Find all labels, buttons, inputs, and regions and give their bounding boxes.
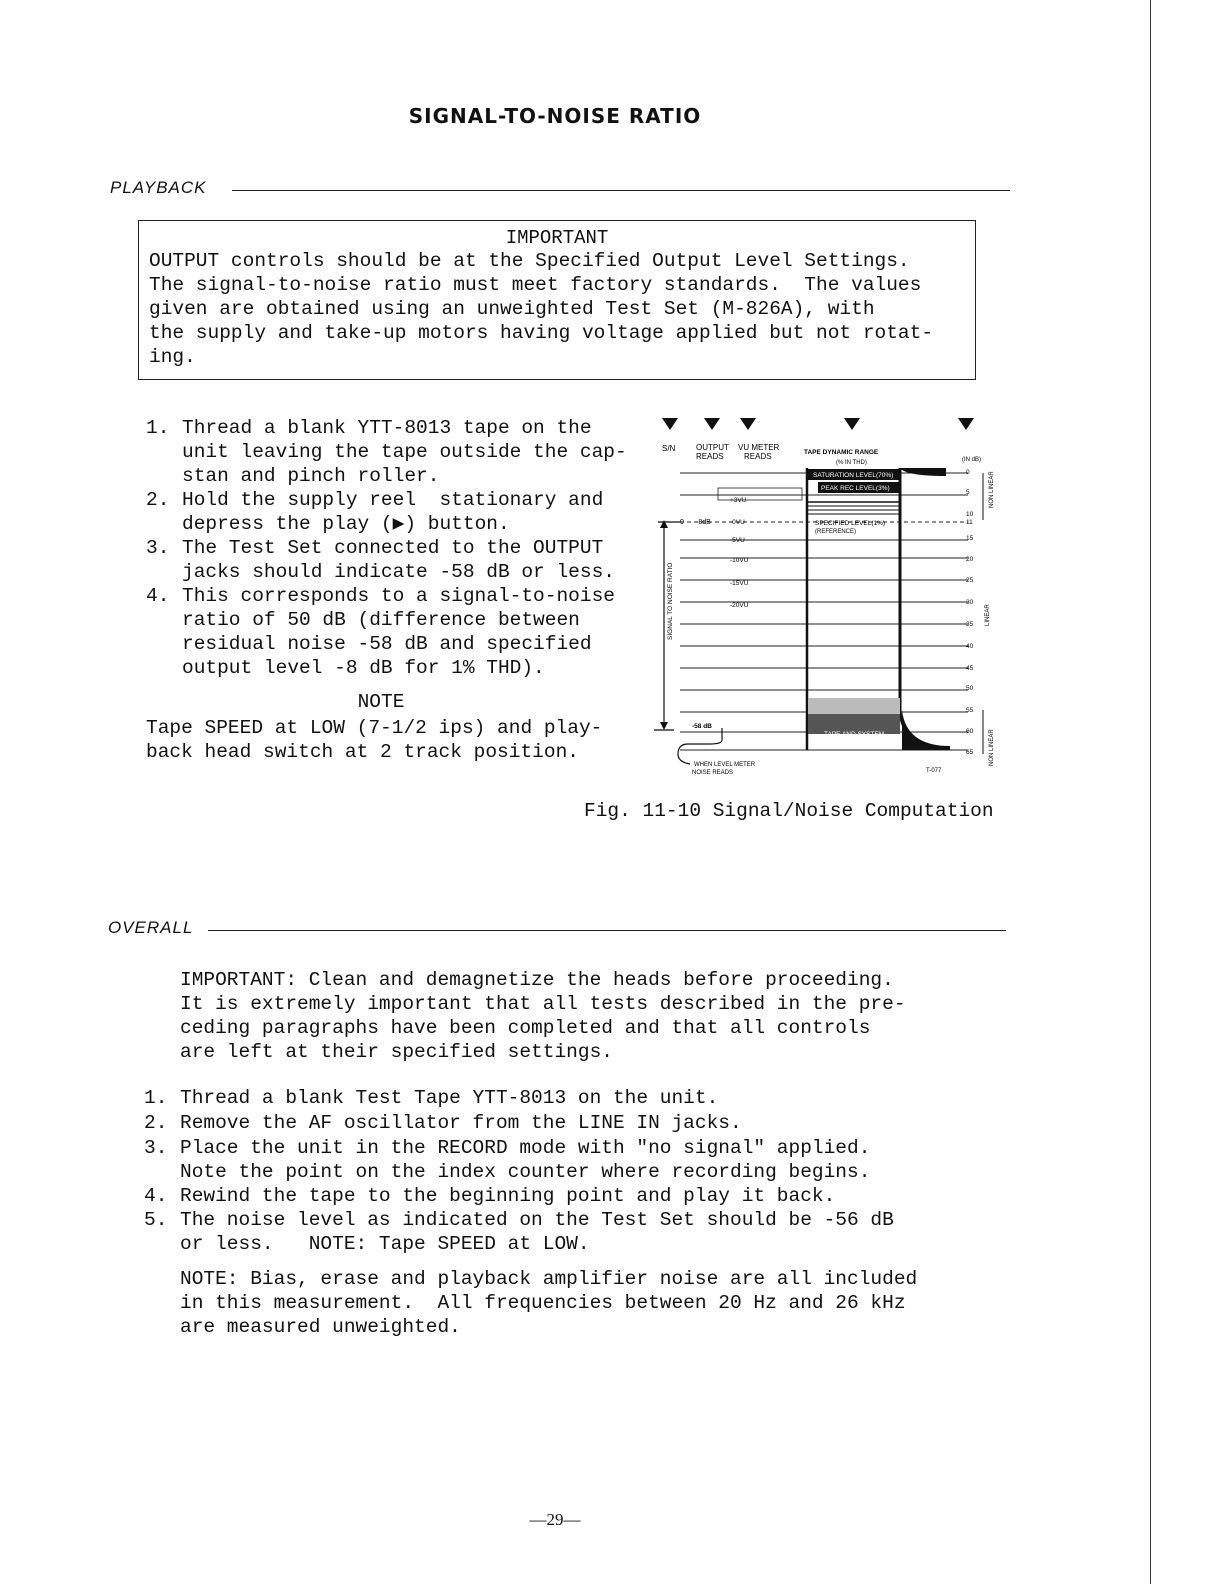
col-sn: S/N bbox=[662, 444, 676, 453]
note-line: in this measurement. All frequencies between 20 Hz and 26 kHz bbox=[180, 1292, 906, 1314]
col-range: TAPE DYNAMIC RANGE bbox=[804, 449, 879, 456]
note-line: back head switch at 2 track position. bbox=[146, 741, 579, 763]
vu-label: -15VU bbox=[730, 580, 749, 587]
step-text: stan and pinch roller. bbox=[182, 465, 440, 487]
overall-rule bbox=[208, 930, 1006, 931]
db-tick: 65 bbox=[966, 749, 974, 756]
step-text: unit leaving the tape outside the cap- bbox=[182, 441, 627, 463]
left-axis-label: SIGNAL TO NOISE RATIO bbox=[667, 562, 674, 640]
step-text: Remove the AF oscillator from the LINE IN jacks. bbox=[180, 1112, 742, 1134]
db-tick: 25 bbox=[966, 577, 974, 584]
col-output: OUTPUT bbox=[696, 443, 729, 452]
db-tick: 60 bbox=[966, 728, 974, 735]
page-number: —29— bbox=[529, 1510, 581, 1529]
output-level: -8dB bbox=[696, 519, 711, 526]
step-number: 3. bbox=[144, 1137, 168, 1159]
col-range: (% IN THD) bbox=[836, 460, 867, 466]
important-line: OUTPUT controls should be at the Specified Output Level Settings. bbox=[149, 250, 910, 272]
step-number: 5. bbox=[144, 1209, 168, 1231]
note-line: are measured unweighted. bbox=[180, 1316, 461, 1338]
db-tick: 50 bbox=[966, 685, 974, 692]
important-line: IMPORTANT: Clean and demagnetize the heads before proceeding. bbox=[180, 969, 894, 991]
saturation-label: SATURATION LEVEL(70%) bbox=[813, 472, 894, 479]
linear-label: LINEAR bbox=[985, 604, 991, 626]
db-tick: 40 bbox=[966, 643, 974, 650]
step-text: jacks should indicate -58 dB or less. bbox=[182, 561, 615, 583]
step-text: Thread a blank YTT-8013 tape on the bbox=[182, 417, 592, 439]
db-tick: 30 bbox=[966, 599, 974, 606]
noise-label: NOISE bbox=[846, 739, 867, 746]
down-arrow-icon bbox=[662, 418, 678, 430]
important-box bbox=[138, 220, 976, 380]
vu-label: -10VU bbox=[730, 557, 749, 564]
step-text: The noise level as indicated on the Test Set should be -56 dB bbox=[180, 1209, 894, 1231]
vu-label: +3VU bbox=[730, 497, 747, 504]
step-text: or less. NOTE: Tape SPEED at LOW. bbox=[180, 1233, 590, 1255]
important-line: are left at their specified settings. bbox=[180, 1041, 613, 1063]
overall-heading: OVERALL bbox=[108, 918, 194, 937]
db-tick: 45 bbox=[966, 665, 974, 672]
step-number: 4. bbox=[146, 585, 170, 607]
page-edge-line bbox=[1150, 0, 1151, 1584]
vu-label: -0VU bbox=[730, 519, 745, 526]
down-arrow-icon bbox=[740, 418, 756, 430]
step-number: 4. bbox=[144, 1185, 168, 1207]
nonlinear-curve bbox=[900, 468, 946, 476]
figure-caption: Fig. 11-10 Signal/Noise Computation bbox=[584, 800, 994, 822]
bottom-label: NOISE READS bbox=[692, 770, 734, 776]
step-text: output level -8 dB for 1% THD). bbox=[182, 657, 545, 679]
important-line: The signal-to-noise ratio must meet factory standards. The values bbox=[149, 274, 922, 296]
step-text: Thread a blank Test Tape YTT-8013 on the unit. bbox=[180, 1087, 719, 1109]
down-arrow-icon bbox=[704, 418, 720, 430]
note-heading: NOTE bbox=[357, 691, 405, 713]
important-line: ceding paragraphs have been completed and that all controls bbox=[180, 1017, 871, 1039]
db-tick: 10 bbox=[966, 511, 974, 518]
down-arrow-icon bbox=[958, 418, 974, 430]
playback-rule bbox=[232, 190, 1010, 191]
step-text: Hold the supply reel stationary and bbox=[182, 489, 604, 511]
important-line: It is extremely important that all tests described in the pre- bbox=[180, 993, 906, 1015]
step-number: 3. bbox=[146, 537, 170, 559]
specified-label: (REFERENCE) bbox=[815, 529, 857, 535]
peak-label: PEAK REC LEVEL(3%) bbox=[821, 485, 890, 492]
figure-id: T-077 bbox=[926, 768, 942, 774]
step-text: Place the unit in the RECORD mode with "no signal" applied. bbox=[180, 1137, 871, 1159]
step-text: Rewind the tape to the beginning point and play it back. bbox=[180, 1185, 836, 1207]
db-tick: 5 bbox=[966, 489, 970, 496]
db-tick: 20 bbox=[966, 556, 974, 563]
note-line: Tape SPEED at LOW (7-1/2 ips) and play- bbox=[146, 717, 603, 739]
important-line: given are obtained using an unweighted Test Set (M-826A), with bbox=[149, 298, 875, 320]
col-vu: VU METER bbox=[738, 443, 780, 452]
note-line: NOTE: Bias, erase and playback amplifier noise are all included bbox=[180, 1268, 918, 1290]
step-number: 2. bbox=[146, 489, 170, 511]
specified-label: SPECIFIED LEVEL(1%) bbox=[815, 520, 886, 527]
db-tick: 55 bbox=[966, 707, 974, 714]
step-number: 1. bbox=[146, 417, 170, 439]
nonlinear-label: NON LINEAR bbox=[989, 471, 995, 508]
db-tick: 11 bbox=[966, 519, 973, 526]
vu-label: -20VU bbox=[730, 602, 749, 609]
step-text: This corresponds to a signal-to-noise bbox=[182, 585, 615, 607]
vu-label: -5VU bbox=[730, 537, 745, 544]
col-db: (IN dB) bbox=[962, 457, 982, 463]
step-text: residual noise -58 dB and specified bbox=[182, 633, 592, 655]
noise-label: TAPE AND SYSTEM bbox=[824, 731, 885, 738]
important-heading: IMPORTANT bbox=[505, 227, 609, 249]
db-tick: 35 bbox=[966, 621, 974, 628]
step-text: depress the play (▶) button. bbox=[182, 513, 510, 535]
step-number: 2. bbox=[144, 1112, 168, 1134]
bottom-label: WHEN LEVEL METER bbox=[694, 762, 756, 768]
db-tick: 15 bbox=[966, 535, 974, 542]
page-title: SIGNAL-TO-NOISE RATIO bbox=[408, 104, 702, 128]
step-text: The Test Set connected to the OUTPUT bbox=[182, 537, 604, 559]
noise-level: -58 dB bbox=[692, 723, 712, 730]
db-tick: 0 bbox=[966, 469, 970, 476]
nonlinear-label: NON LINEAR bbox=[989, 729, 995, 766]
step-number: 1. bbox=[144, 1087, 168, 1109]
important-line: ing. bbox=[149, 346, 196, 368]
important-line: the supply and take-up motors having voltage applied but not rotat- bbox=[149, 322, 934, 344]
col-output: READS bbox=[696, 452, 724, 461]
down-arrow-icon bbox=[844, 418, 860, 430]
playback-heading: PLAYBACK bbox=[110, 178, 207, 197]
output-zero: 0 bbox=[680, 519, 684, 526]
step-text: Note the point on the index counter where recording begins. bbox=[180, 1161, 871, 1183]
step-text: ratio of 50 dB (difference between bbox=[182, 609, 580, 631]
col-vu: READS bbox=[744, 452, 772, 461]
signal-noise-diagram bbox=[650, 410, 1000, 785]
